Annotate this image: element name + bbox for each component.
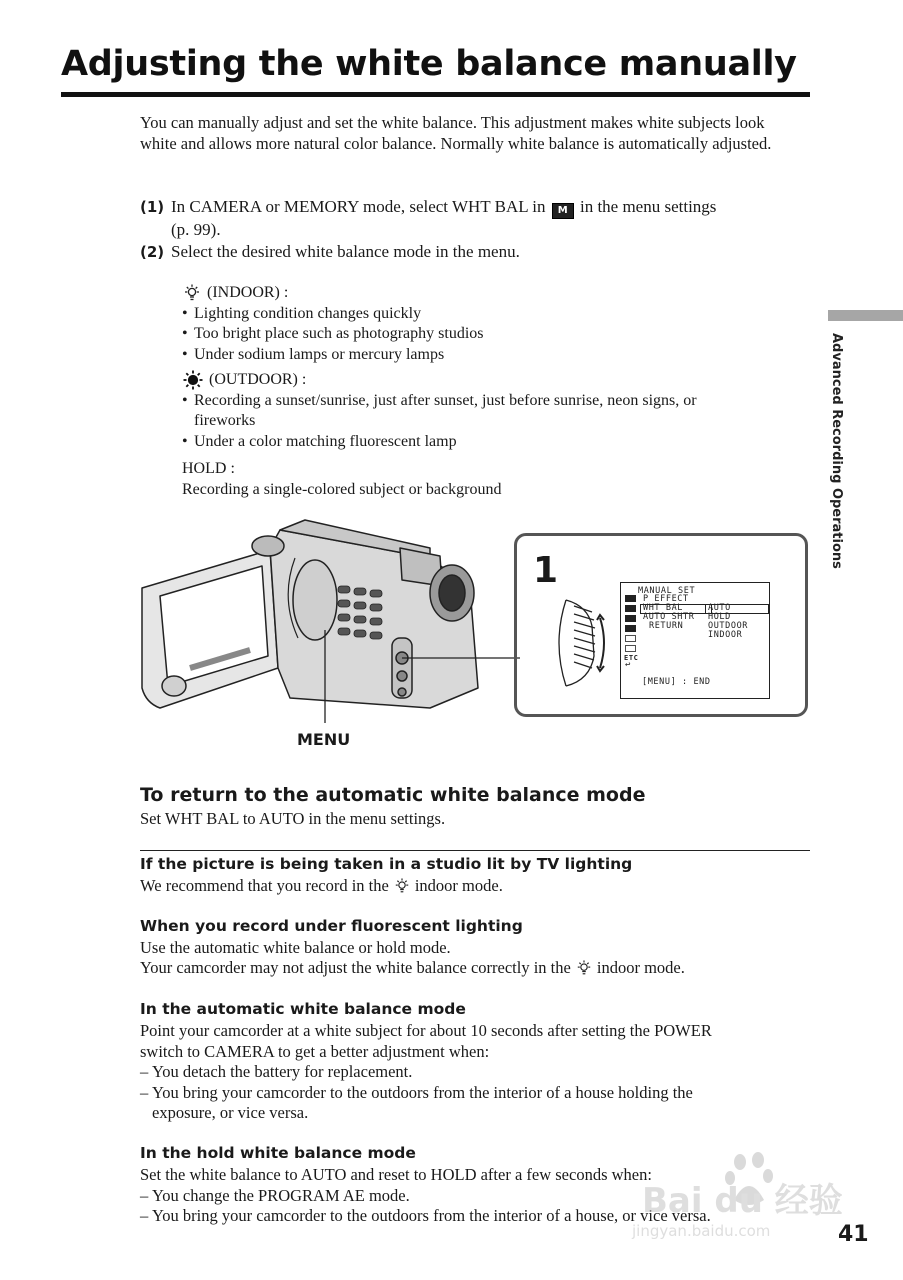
hold-mode-item-1: You change the PROGRAM AE mode. — [152, 1185, 410, 1205]
auto-mode-item-1: You detach the battery for replacement. — [152, 1062, 413, 1081]
step-2 — [140, 241, 810, 263]
step-1-text-cont: (p. 99). — [171, 220, 221, 239]
indoor-bullet-2: Too bright place such as photography studios — [194, 325, 484, 342]
panel-step-number: 1 — [533, 550, 559, 591]
hold-mode-line-1: Set the white balance to AUTO and reset to HOLD after a few seconds when: — [140, 1165, 652, 1184]
lcd-item-4: RETURN — [649, 621, 684, 631]
auto-mode-item-2: You bring your camcorder to the outdoors from the interior of a house holding the — [152, 1082, 693, 1102]
hold-mode-block — [182, 459, 807, 500]
fluorescent-line-2-after: indoor mode. — [596, 958, 685, 977]
auto-mode-heading: In the automatic white balance mode — [140, 1000, 466, 1018]
hold-mode-heading: In the hold white balance mode — [140, 1144, 416, 1162]
manual-menu-icon: M — [552, 203, 574, 219]
intro-paragraph: You can manually adjust and set the white balance. This adjustment makes white subjects look white and allows more natural color balance. Normally white balance is automatically adjusted. — [140, 113, 772, 153]
step-1-text: In CAMERA or MEMORY mode, select WHT BAL in — [171, 197, 546, 216]
step-1-number: (1) — [140, 198, 165, 216]
return-auto-text: Set WHT BAL to AUTO in the menu settings. — [140, 809, 446, 828]
sun-icon — [182, 370, 204, 390]
indoor-mode-block: (INDOOR) : • Lighting condition changes quickly • Too bright place such as photography studios • Under sodium lamps or mercury lamps — [182, 283, 807, 365]
watermark-url-text: jingyan.baidu.com — [632, 1222, 771, 1240]
camcorder-illustration — [130, 518, 520, 738]
lcd-return-icon: ↩ — [625, 660, 632, 670]
lcd-etc-label: ETC — [624, 654, 639, 662]
auto-mode-body: Point your camcorder at a white subject for about 10 seconds after setting the POWER switch to CAMERA to get a better adjustment when: – You detach the battery for replacement. – You bring your camcorder to the outdoors from the interior of a house holding the exposure, or vice versa. — [140, 1021, 810, 1124]
return-auto-heading: To return to the automatic white balance mode — [140, 784, 646, 806]
fluorescent-heading: When you record under fluorescent lighting — [140, 917, 523, 935]
page-number: 41 — [838, 1222, 869, 1247]
lcd-option-4: INDOOR — [708, 630, 743, 640]
menu-button-label: MENU — [297, 730, 351, 749]
fluorescent-line-1: Use the automatic white balance or hold mode. — [140, 938, 451, 957]
studio-text-after: indoor mode. — [414, 876, 503, 895]
step-1 — [140, 196, 810, 240]
indoor-lamp-icon — [182, 284, 202, 302]
section-tab-marker — [828, 310, 903, 321]
section-side-label: Advanced Recording Operations — [829, 333, 844, 569]
control-dial-icon — [548, 598, 610, 688]
step-2-text: Select the desired white balance mode in the menu. — [171, 242, 520, 261]
baidu-watermark-logo — [612, 1150, 852, 1240]
indoor-lamp-icon — [393, 878, 411, 894]
indoor-mode-label: (INDOOR) : — [207, 284, 289, 301]
lcd-item-3: AUTO SHTR — [643, 612, 695, 622]
auto-mode-line-2: switch to CAMERA to get a better adjustment when: — [140, 1041, 490, 1061]
studio-text-before: We recommend that you record in the — [140, 876, 389, 895]
studio-heading: If the picture is being taken in a studio lit by TV lighting — [140, 855, 633, 873]
outdoor-mode-block: (OUTDOOR) : • Recording a sunset/sunrise, just after sunset, just before sunrise, neon signs, or fireworks • Under a color matching fluorescent lamp — [182, 370, 807, 452]
outdoor-mode-label: (OUTDOOR) : — [209, 371, 307, 388]
indoor-lamp-icon — [575, 960, 593, 976]
hold-mode-item-2: You bring your camcorder to the outdoors from the interior of a house, or vice versa. — [152, 1206, 711, 1225]
indoor-bullet-1: Lighting condition changes quickly — [194, 304, 422, 322]
hold-mode-text: Recording a single-colored subject or background — [182, 480, 502, 498]
lcd-footer: [MENU] : END — [642, 677, 711, 687]
lcd-option-1: AUTO — [708, 603, 731, 613]
indoor-bullet-3: Under sodium lamps or mercury lamps — [194, 345, 445, 363]
auto-mode-item-2-cont: exposure, or vice versa. — [152, 1103, 309, 1122]
lcd-option-2: HOLD — [708, 612, 731, 622]
title-rule — [61, 92, 810, 97]
lcd-menu-screen — [620, 582, 770, 699]
step-1-text-after: in the menu settings — [579, 197, 717, 216]
page-title: Adjusting the white balance manually — [61, 44, 797, 84]
notes-divider — [140, 850, 810, 851]
studio-text — [140, 876, 810, 897]
hold-mode-label: HOLD : — [182, 460, 235, 477]
lcd-header: MANUAL SET — [638, 586, 696, 596]
lcd-item-2: WHT BAL — [643, 603, 684, 613]
watermark-brand-text: Bai du 经验 — [642, 1181, 843, 1221]
fluorescent-line-2-before: Your camcorder may not adjust the white balance correctly in the — [140, 958, 571, 977]
lcd-option-3: OUTDOOR — [708, 621, 749, 631]
fluorescent-line-2 — [140, 958, 810, 979]
outdoor-bullet-2: Under a color matching fluorescent lamp — [194, 432, 457, 450]
outdoor-bullet-1: Recording a sunset/sunrise, just after sunset, just before sunrise, neon signs, or — [194, 391, 697, 409]
lcd-item-1: P EFFECT — [643, 594, 689, 604]
auto-mode-line-1: Point your camcorder at a white subject for about 10 seconds after setting the POWER — [140, 1021, 712, 1040]
hold-mode-body: Set the white balance to AUTO and reset to HOLD after a few seconds when: – You change the PROGRAM AE mode. – You bring your camcorder to the outdoors from the interior of a house, or vice versa. — [140, 1165, 810, 1227]
outdoor-bullet-1-cont: fireworks — [194, 412, 256, 429]
step-2-number: (2) — [140, 243, 165, 261]
